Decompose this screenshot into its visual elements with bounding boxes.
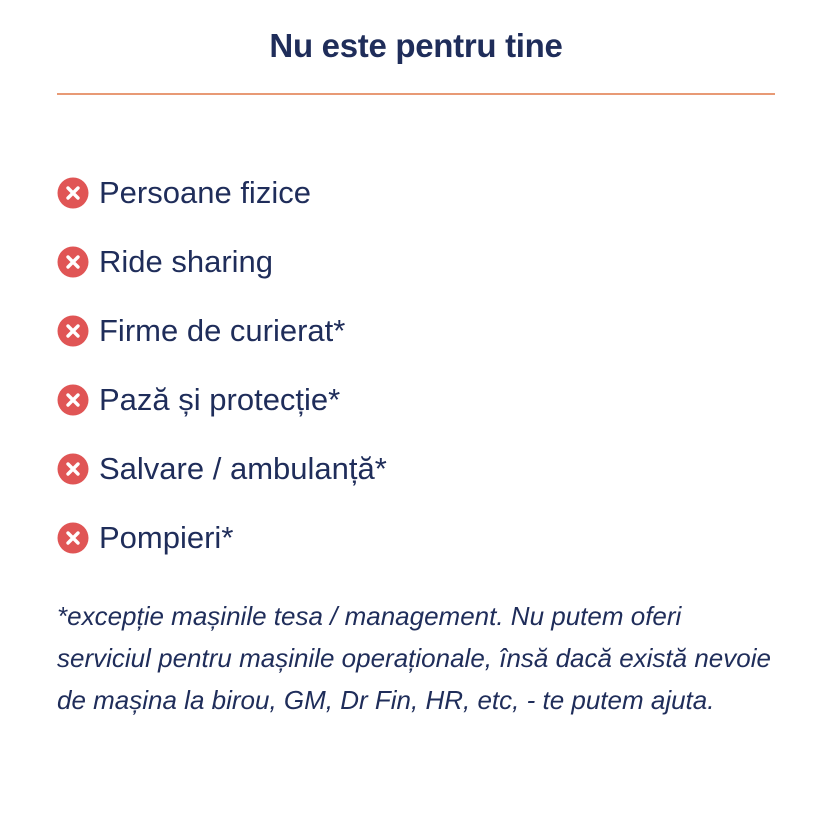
- x-circle-icon: [57, 384, 89, 416]
- x-circle-icon: [57, 453, 89, 485]
- section-title: Nu este pentru tine: [269, 27, 563, 64]
- list-item: [57, 365, 775, 434]
- list-item-label: Persoane fizice: [99, 174, 311, 210]
- footnote: *excepție mașinile tesa / management. Nu putem oferi serviciul pentru mașinile operaționale, însă dacă există nevoie de mașina la birou, GM, Dr Fin, HR, etc, - te putem ajuta.: [57, 601, 771, 715]
- list-item: [57, 227, 775, 296]
- list-item: [57, 296, 775, 365]
- x-circle-icon: [57, 246, 89, 278]
- list-item-label: Salvare / ambulanță*: [99, 450, 387, 486]
- list-item-label: Pază și protecție*: [99, 381, 341, 417]
- list-item: [57, 434, 775, 503]
- list-item-label: Pompieri*: [99, 519, 234, 555]
- list-item: [57, 158, 775, 227]
- exclusions-card: [57, 0, 775, 721]
- list-item: [57, 503, 775, 572]
- list-item-label: Firme de curierat*: [99, 312, 346, 348]
- list-item-label: Ride sharing: [99, 243, 274, 279]
- x-circle-icon: [57, 522, 89, 554]
- exclusions-list: [57, 158, 775, 572]
- x-circle-icon: [57, 315, 89, 347]
- title-divider: [57, 93, 775, 95]
- x-circle-icon: [57, 177, 89, 209]
